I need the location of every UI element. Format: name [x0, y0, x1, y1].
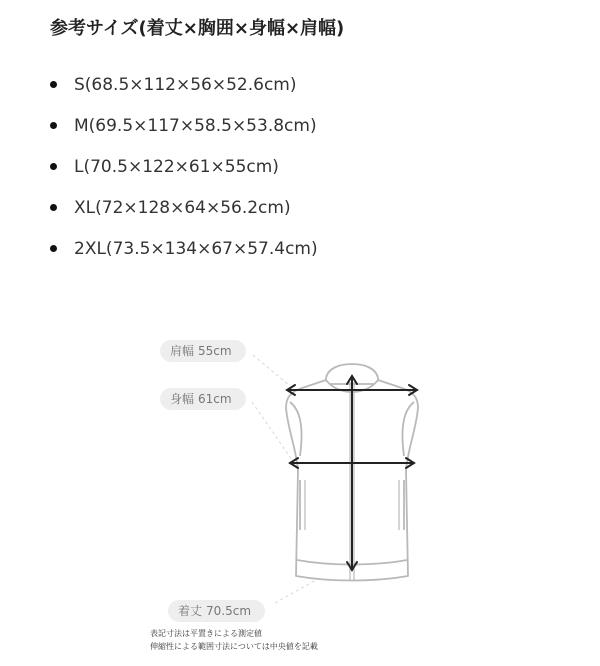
- shoulder-width-value: 55cm: [198, 344, 232, 358]
- bullet-icon: [50, 245, 57, 252]
- size-text: 2XL(73.5×134×67×57.4cm): [74, 238, 318, 259]
- body-width-value: 61cm: [198, 392, 232, 406]
- size-list: [44, 64, 318, 269]
- vest-measurement-diagram: [140, 330, 450, 660]
- size-item-s: [44, 64, 318, 105]
- size-item-m: [44, 105, 318, 146]
- page-title: 参考サイズ(着丈×胸囲×身幅×肩幅): [50, 18, 345, 39]
- size-item-xl: [44, 187, 318, 228]
- size-text: XL(72×128×64×56.2cm): [74, 197, 291, 218]
- size-item-2xl: [44, 228, 318, 269]
- size-text: L(70.5×122×61×55cm): [74, 156, 279, 177]
- shoulder-width-badge: [160, 340, 246, 362]
- body-width-label: 身幅: [170, 392, 195, 406]
- bullet-icon: [50, 204, 57, 211]
- size-item-l: [44, 146, 318, 187]
- size-text: S(68.5×112×56×52.6cm): [74, 74, 297, 95]
- length-label: 着丈: [178, 604, 203, 618]
- measurement-note-line2: 伸縮性による範囲寸法については中央値を記載: [150, 642, 318, 651]
- bullet-icon: [50, 81, 57, 88]
- body-width-badge: [160, 388, 246, 410]
- length-badge: [168, 600, 265, 622]
- size-text: M(69.5×117×58.5×53.8cm): [74, 115, 317, 136]
- shoulder-width-label: 肩幅: [170, 344, 195, 358]
- length-value: 70.5cm: [206, 604, 252, 618]
- measurement-note-line1: 表記寸法は平置きによる測定値: [150, 629, 262, 638]
- leader-line-shoulder: [253, 355, 290, 386]
- bullet-icon: [50, 163, 57, 170]
- bullet-icon: [50, 122, 57, 129]
